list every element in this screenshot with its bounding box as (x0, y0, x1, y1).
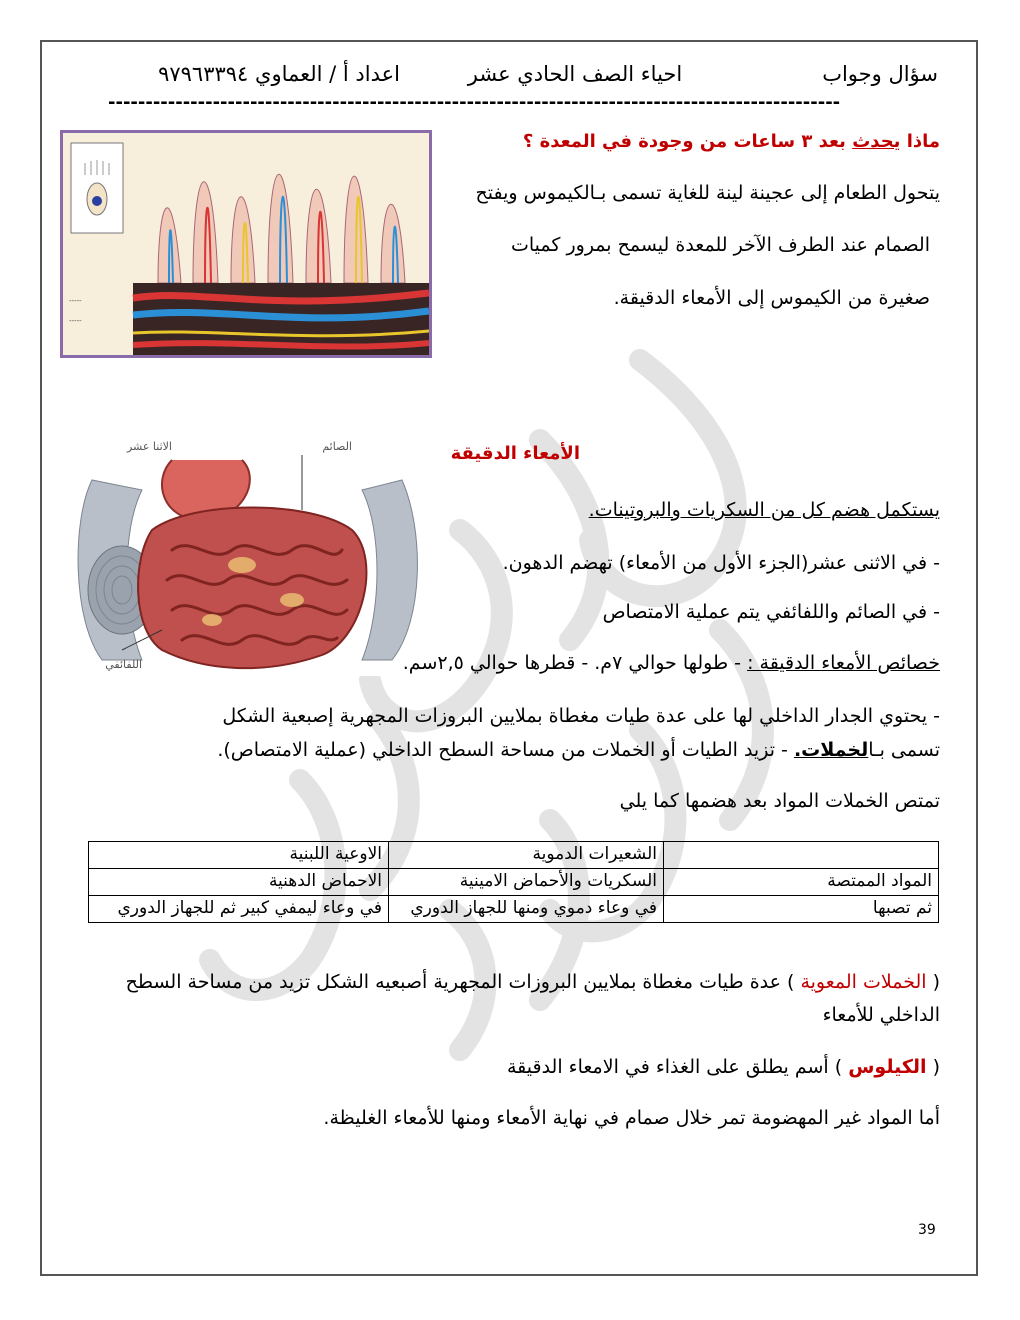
header-center-title: احياء الصف الحادي عشر (467, 62, 683, 86)
closing-line: أما المواد غير المهضومة تمر خلال صمام في نهاية الأمعاء ومنها للأمعاء الغليظة. (323, 1107, 940, 1129)
table-cell: في وعاء دموي ومنها للجهاز الدوري (389, 896, 664, 923)
table-cell: المواد الممتصة (664, 869, 939, 896)
absorb-intro: تمتص الخملات المواد بعد هضمها كما يلي (619, 790, 940, 812)
label-jejunum: الصائم (322, 440, 352, 453)
properties-values: - طولها حوالي ٧م. - قطرها حوالي ٢,٥سم. (402, 652, 748, 674)
chyle-term: الكيلوس (848, 1056, 927, 1078)
header-right-title: اعداد أ / العماوي ٩٧٩٦٣٣٩٤ (158, 62, 400, 86)
label-ileum: اللفائفي (105, 658, 142, 671)
svg-text:-----: ----- (69, 297, 82, 305)
table-row (89, 842, 939, 869)
wall-line-2 (90, 739, 940, 761)
svg-text:-----: ----- (69, 317, 82, 325)
table-cell: الاوعية اللبنية (89, 842, 389, 869)
question-text-after: بعد ٣ ساعات من وجودة في المعدة ؟ (522, 131, 853, 152)
villi-diagram-image (60, 130, 432, 358)
page-number: 39 (918, 1222, 936, 1238)
wall-line-1: - يحتوي الجدار الداخلي لها على عدة طيات مغطاة بملايين البروزات المجهرية إصبعية الشكل (222, 705, 940, 727)
digestion-line: يستكمل هضم كل من السكريات والبروتينات. (588, 499, 940, 521)
small-intestine-image (62, 440, 434, 676)
table-cell (664, 842, 939, 869)
header-divider: -------------------------------------------------------------------------------------------------- (108, 92, 841, 113)
question-text-before: ماذا (900, 131, 940, 152)
villi-open: ( (926, 971, 940, 993)
jejunum-ileum-line: - في الصائم واللفائفي يتم عملية الامتصاص (602, 601, 940, 623)
question-heading (470, 131, 940, 152)
table-cell: الشعيرات الدموية (389, 842, 664, 869)
properties-label: خصائص الأمعاء الدقيقة : (747, 652, 940, 674)
wall-line-2-c: - تزيد الطيات أو الخملات من مساحة السطح الداخلي (عملية الامتصاص). (217, 739, 794, 761)
properties-line (300, 652, 940, 674)
answer-line-2: الصمام عند الطرف الآخر للمعدة ليسمح بمرور كميات (510, 234, 930, 256)
villi-diagram-svg (63, 133, 429, 355)
answer-line-1: يتحول الطعام إلى عجينة لينة للغاية تسمى بـالكيموس ويفتح (475, 182, 940, 204)
table-cell: ثم تصبها (664, 896, 939, 923)
question-underlined: يحدث (852, 131, 901, 152)
table-cell: في وعاء ليمفي كبير ثم للجهاز الدوري (89, 896, 389, 923)
wall-line-2-a: تسمى بـا (868, 739, 940, 761)
wall-line-2-villi: لخملات. (793, 739, 869, 761)
villi-term: الخملات المعوية (800, 971, 927, 993)
absorption-table (88, 841, 939, 923)
chyle-definition (440, 1056, 940, 1078)
table-cell: السكريات والأحماض الامينية (389, 869, 664, 896)
chyle-open: ( (926, 1056, 940, 1078)
table-cell: الاحماض الدهنية (89, 869, 389, 896)
chyle-text: ) أسم يطلق على الغذاء في الامعاء الدقيقة (506, 1056, 849, 1078)
villi-text: ) عدة طيات مغطاة بملايين البروزات المجهرية أصبعيه الشكل تزيد من مساحة السطح الداخلي للأمعاء (125, 971, 940, 1026)
header-left-title: سؤال وجواب (822, 62, 938, 86)
label-duodenum: الاثنا عشر (126, 440, 172, 453)
section-title: الأمعاء الدقيقة (450, 443, 580, 464)
table-row (89, 869, 939, 896)
answer-line-3: صغيرة من الكيموس إلى الأمعاء الدقيقة. (613, 287, 930, 309)
table-row (89, 896, 939, 923)
duodenum-line: - في الاثنى عشر(الجزء الأول من الأمعاء) تهضم الدهون. (502, 552, 940, 574)
villi-definition (95, 966, 940, 1032)
small-intestine-svg (62, 440, 434, 676)
